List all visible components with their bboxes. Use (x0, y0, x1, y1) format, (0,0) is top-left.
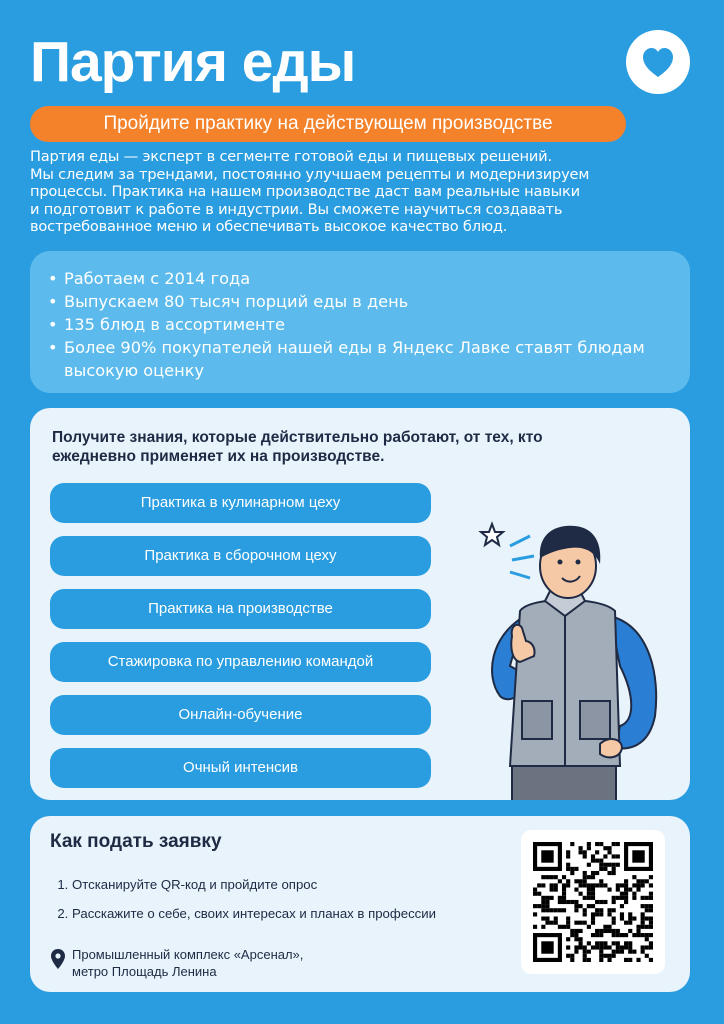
intro-line: Партия еды — эксперт в сегменте готовой еды и пищевых решений. (30, 148, 552, 165)
practice-option-culinary[interactable]: Практика в кулинарном цеху (50, 483, 431, 523)
apply-step: 1. Отсканируйте QR-код и пройдите опрос (72, 870, 436, 899)
practice-option-team-management[interactable]: Стажировка по управлению командой (50, 642, 431, 682)
heart-logo-icon (626, 30, 690, 94)
practice-option-assembly[interactable]: Практика в сборочном цеху (50, 536, 431, 576)
apply-title: Как подать заявку (50, 831, 222, 852)
person-illustration (450, 516, 690, 800)
practice-option-production[interactable]: Практика на производстве (50, 589, 431, 629)
fact-item: • Выпускаем 80 тысяч порций еды в день (48, 290, 668, 313)
practice-lead-text: Получите знания, которые действительно работают, от тех, кто ежедневно применяет их на производстве. (52, 429, 543, 465)
practice-option-online[interactable]: Онлайн-обучение (50, 695, 431, 735)
page-title: Партия еды (30, 30, 356, 94)
qr-code[interactable] (521, 830, 665, 974)
address-line: Промышленный комплекс «Арсенал», (72, 947, 304, 962)
practice-panel (30, 408, 690, 800)
address-line: метро Площадь Ленина (72, 964, 217, 979)
subtitle-banner: Пройдите практику на действующем производстве (30, 106, 626, 142)
intro-line: и подготовит к работе в индустрии. Вы сможете научиться создавать (30, 200, 563, 218)
intro-line: Мы следим за трендами, постоянно улучшаем рецепты и модернизируем (30, 165, 590, 183)
apply-step: 2. Расскажите о себе, своих интересах и планах в профессии (72, 899, 436, 928)
location-pin-icon (50, 948, 66, 970)
apply-panel (30, 816, 690, 992)
fact-item: • Более 90% покупателей нашей еды в Яндекс Лавке ставят блюдам высокую оценку (48, 336, 668, 382)
intro-line: востребованное меню и обеспечивать высокое качество блюд. (30, 218, 508, 235)
intro-text (30, 148, 680, 236)
intro-line: процессы. Практика на нашем производстве даст вам реальные навыки (30, 183, 580, 200)
practice-option-intensive[interactable]: Очный интенсив (50, 748, 431, 788)
facts-list (48, 267, 668, 382)
address (72, 946, 303, 980)
fact-item: • Работаем с 2014 года (48, 267, 668, 290)
fact-item: • 135 блюд в ассортименте (48, 313, 668, 336)
qr-code-icon (533, 842, 653, 962)
facts-panel (30, 251, 690, 393)
apply-steps (50, 870, 436, 928)
